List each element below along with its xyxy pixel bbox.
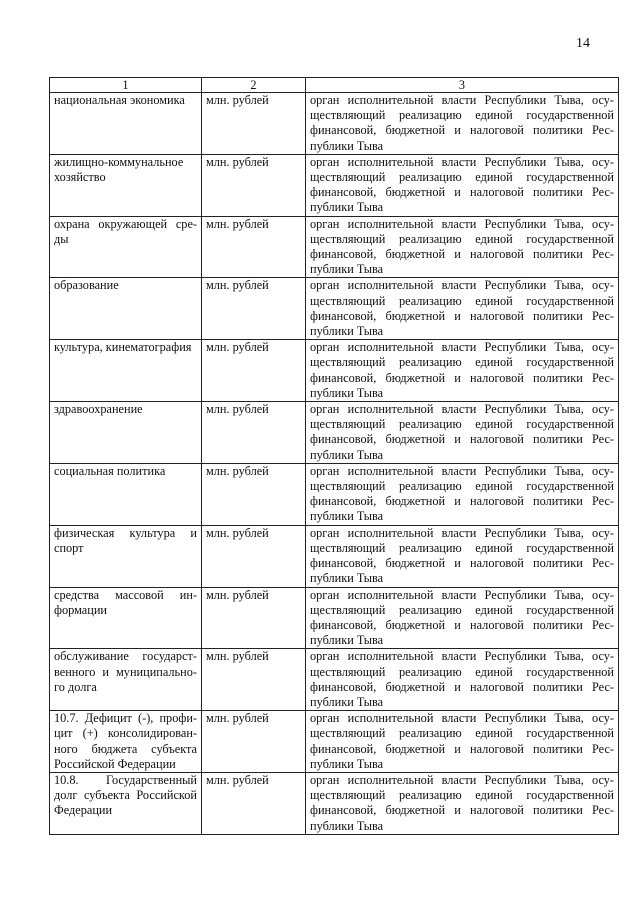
responsible-organ-cell: орган исполнительной власти Республики Тыва, осу-ществляющий реализацию единой государственной финансовой, бюджетной и налоговой политики Рес-публики Тыва <box>306 463 619 525</box>
table-row <box>50 711 619 773</box>
responsible-organ-cell: орган исполнительной власти Республики Тыва, осу-ществляющий реализацию единой государственной финансовой, бюджетной и налоговой политики Рес-публики Тыва <box>306 154 619 216</box>
page-number: 14 <box>576 36 590 51</box>
indicators-table <box>49 77 619 835</box>
responsible-organ-cell: орган исполнительной власти Республики Тыва, осу-ществляющий реализацию единой государственной финансовой, бюджетной и налоговой политики Рес-публики Тыва <box>306 216 619 278</box>
responsible-organ-cell: орган исполнительной власти Республики Тыва, осу-ществляющий реализацию единой государственной финансовой, бюджетной и налоговой политики Рес-публики Тыва <box>306 93 619 155</box>
unit-cell: млн. рублей <box>202 463 306 525</box>
table-row <box>50 340 619 402</box>
unit-cell: млн. рублей <box>202 340 306 402</box>
table-row <box>50 772 619 834</box>
unit-cell: млн. рублей <box>202 93 306 155</box>
responsible-organ-cell: орган исполнительной власти Республики Тыва, осу-ществляющий реализацию единой государственной финансовой, бюджетной и налоговой политики Рес-публики Тыва <box>306 525 619 587</box>
table-row <box>50 216 619 278</box>
indicator-name-cell: культура, кинематография <box>50 340 202 402</box>
indicator-name-cell: национальная экономика <box>50 93 202 155</box>
table-row <box>50 587 619 649</box>
indicator-name-cell: жилищно-коммунальное хозяйство <box>50 154 202 216</box>
responsible-organ-cell: орган исполнительной власти Республики Тыва, осу-ществляющий реализацию единой государственной финансовой, бюджетной и налоговой политики Рес-публики Тыва <box>306 649 619 711</box>
table-row <box>50 525 619 587</box>
indicator-name-cell: образование <box>50 278 202 340</box>
table-header-row <box>50 78 619 93</box>
responsible-organ-cell: орган исполнительной власти Республики Тыва, осу-ществляющий реализацию единой государственной финансовой, бюджетной и налоговой политики Рес-публики Тыва <box>306 278 619 340</box>
unit-cell: млн. рублей <box>202 154 306 216</box>
table-row <box>50 93 619 155</box>
unit-cell: млн. рублей <box>202 587 306 649</box>
responsible-organ-cell: орган исполнительной власти Республики Тыва, осу-ществляющий реализацию единой государственной финансовой, бюджетной и налоговой политики Рес-публики Тыва <box>306 711 619 773</box>
responsible-organ-cell: орган исполнительной власти Республики Тыва, осу-ществляющий реализацию единой государственной финансовой, бюджетной и налоговой политики Рес-публики Тыва <box>306 772 619 834</box>
unit-cell: млн. рублей <box>202 278 306 340</box>
unit-cell: млн. рублей <box>202 525 306 587</box>
indicator-name-cell: средства массовой ин-формации <box>50 587 202 649</box>
unit-cell: млн. рублей <box>202 216 306 278</box>
unit-cell: млн. рублей <box>202 772 306 834</box>
table-row <box>50 278 619 340</box>
responsible-organ-cell: орган исполнительной власти Республики Тыва, осу-ществляющий реализацию единой государственной финансовой, бюджетной и налоговой политики Рес-публики Тыва <box>306 402 619 464</box>
indicator-name-cell: 10.7. Дефицит (-), профи-цит (+) консолидирован-ного бюджета субъекта Российской Федерации <box>50 711 202 773</box>
indicator-name-cell: здравоохранение <box>50 402 202 464</box>
indicator-name-cell: социальная политика <box>50 463 202 525</box>
responsible-organ-cell: орган исполнительной власти Республики Тыва, осу-ществляющий реализацию единой государственной финансовой, бюджетной и налоговой политики Рес-публики Тыва <box>306 587 619 649</box>
column-header-3: 3 <box>306 78 619 93</box>
unit-cell: млн. рублей <box>202 649 306 711</box>
table-row <box>50 402 619 464</box>
indicator-name-cell: физическая культура и спорт <box>50 525 202 587</box>
indicator-name-cell: обслуживание государст-венного и муниципально-го долга <box>50 649 202 711</box>
unit-cell: млн. рублей <box>202 711 306 773</box>
table-row <box>50 649 619 711</box>
responsible-organ-cell: орган исполнительной власти Республики Тыва, осу-ществляющий реализацию единой государственной финансовой, бюджетной и налоговой политики Рес-публики Тыва <box>306 340 619 402</box>
column-header-1: 1 <box>50 78 202 93</box>
indicator-name-cell: охрана окружающей сре-ды <box>50 216 202 278</box>
column-header-2: 2 <box>202 78 306 93</box>
unit-cell: млн. рублей <box>202 402 306 464</box>
table-row <box>50 154 619 216</box>
indicator-name-cell: 10.8. Государственный долг субъекта Российской Федерации <box>50 772 202 834</box>
table-row <box>50 463 619 525</box>
